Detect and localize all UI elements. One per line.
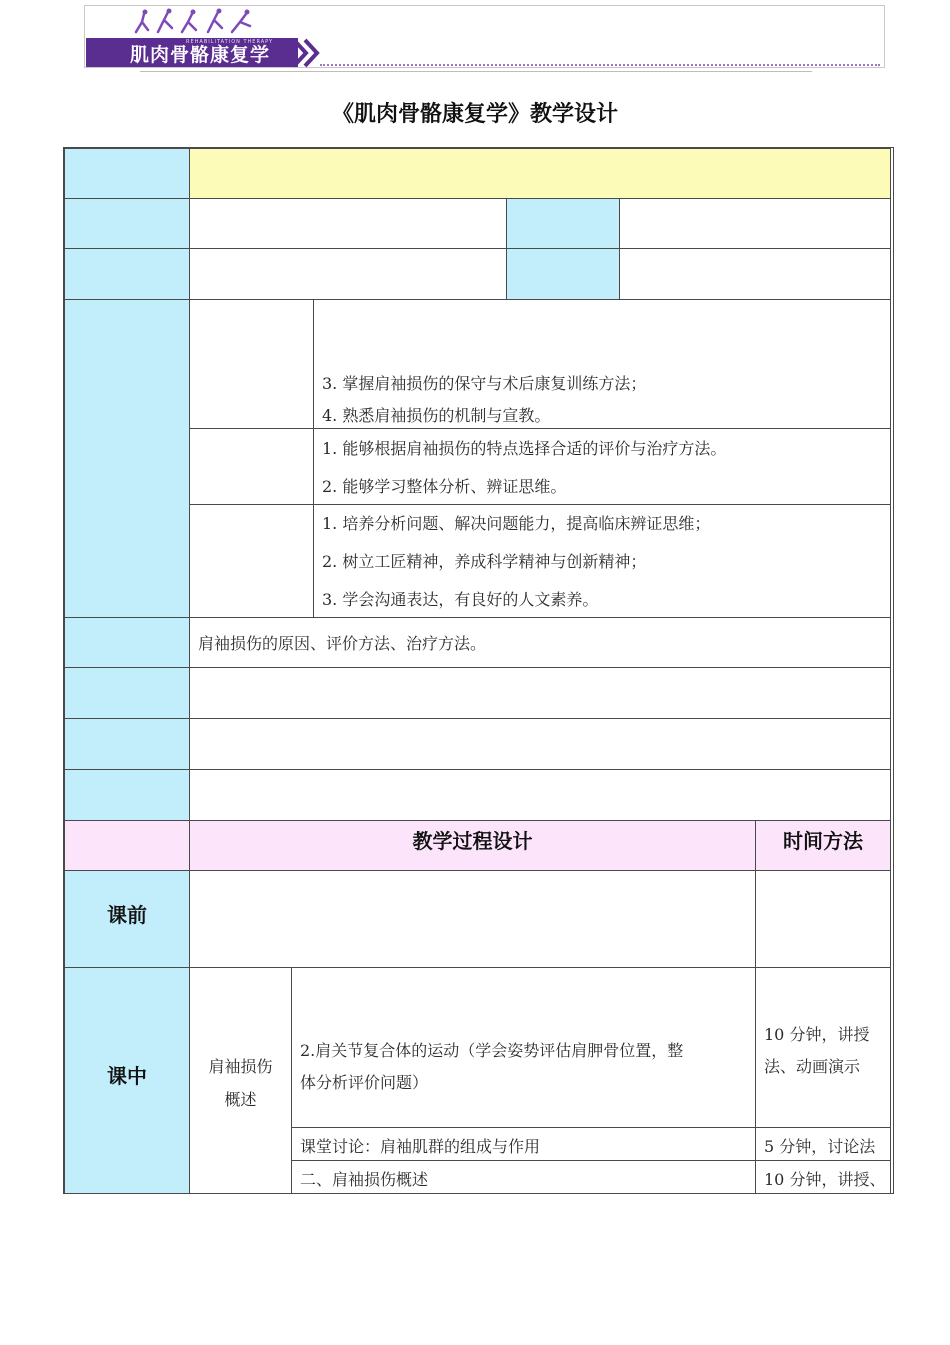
resources-cell [189, 769, 891, 821]
process-content-text: 2.肩关节复合体的运动（学会姿势评估肩胛骨位置，整 [300, 1041, 684, 1060]
process-time-text: 10 分钟，讲授 [764, 1025, 870, 1044]
quality-item: 1. 培养分析问题、解决问题能力，提高临床辨证思维； [322, 514, 711, 533]
process-content-text: 二、肩袖损伤概述 [300, 1170, 429, 1189]
resources-label-cell [64, 769, 190, 821]
knowledge-objective-label-cell [189, 299, 314, 429]
knowledge-item: 3. 掌握肩袖损伤的保守与术后康复训练方法； [322, 374, 647, 393]
quality-objective-label-cell [189, 504, 314, 618]
skill-item: 1. 能够根据肩袖损伤的特点选择合适的评价与治疗方法。 [322, 439, 727, 458]
header-divider [140, 71, 812, 72]
info-label-cell [64, 198, 190, 249]
difficulty-label-cell [64, 667, 190, 719]
method-label-cell [64, 718, 190, 770]
process-content-text: 体分析评价问题） [300, 1073, 429, 1092]
key-points-text: 肩袖损伤的原因、评价方法、治疗方法。 [198, 634, 487, 653]
info-label-cell [506, 198, 620, 249]
process-time-text: 5 分钟，讨论法 [764, 1137, 876, 1156]
page-title: 《肌肉骨骼康复学》教学设计 [331, 101, 618, 127]
logo-subtitle: REHABILITATION THERAPY [186, 39, 274, 45]
topic-cell [189, 967, 292, 1194]
info-label-cell [506, 248, 620, 300]
key-points-label-cell [64, 617, 190, 668]
time-method-header: 时间方法 [783, 829, 863, 853]
course-label-cell [64, 148, 190, 199]
header-dotted-divider [320, 64, 880, 66]
pre-class-label: 课前 [107, 903, 147, 927]
course-title-cell [189, 148, 891, 199]
topic-label-line2: 概述 [224, 1090, 257, 1109]
process-content-text: 课堂讨论：肩袖肌群的组成与作用 [300, 1137, 541, 1156]
quality-item: 3. 学会沟通表达，有良好的人文素养。 [322, 590, 599, 609]
pre-class-content-cell [189, 870, 756, 968]
objectives-label-cell [64, 299, 190, 618]
info-value-cell [619, 198, 891, 249]
topic-label-line1: 肩袖损伤 [208, 1057, 273, 1076]
process-time-cell [755, 967, 891, 1128]
quality-item: 2. 树立工匠精神，养成科学精神与创新精神； [322, 552, 647, 571]
skill-item: 2. 能够学习整体分析、辨证思维。 [322, 477, 567, 496]
logo-text: 肌肉骨骼康复学 [130, 44, 271, 66]
process-time-text: 法、动画演示 [764, 1057, 861, 1076]
pre-class-time-cell [755, 870, 891, 968]
logo-runners-icon [128, 8, 268, 38]
info-label-cell [64, 248, 190, 300]
in-class-label: 课中 [107, 1064, 147, 1088]
info-value-cell [619, 248, 891, 300]
knowledge-item: 4. 熟悉肩袖损伤的机制与宣教。 [322, 406, 551, 425]
info-value-cell [189, 248, 507, 300]
difficulty-cell [189, 667, 891, 719]
process-time-text: 10 分钟，讲授、 [764, 1170, 886, 1189]
process-header-blank-cell [64, 820, 190, 871]
chevron-right-icon [292, 38, 322, 68]
process-design-header: 教学过程设计 [412, 829, 533, 853]
skill-objective-label-cell [189, 428, 314, 505]
info-value-cell [189, 198, 507, 249]
method-cell [189, 718, 891, 770]
